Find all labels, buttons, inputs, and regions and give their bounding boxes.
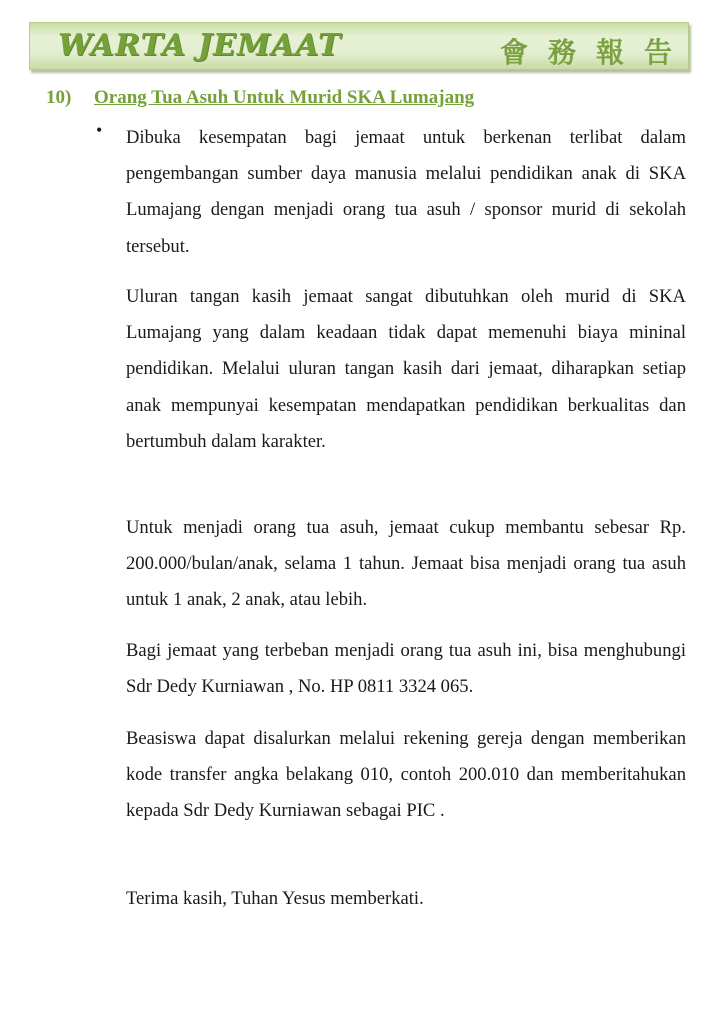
paragraph-contact: Bagi jemaat yang terbeban menjadi orang tua asuh ini, bisa menghubungi Sdr Dedy Kurniawan , No. HP 0811 3324 065. — [126, 640, 686, 698]
paragraph-amount: Untuk menjadi orang tua asuh, jemaat cukup membantu sebesar Rp. 200.000/bulan/anak, selama 1 tahun. Jemaat bisa menjadi orang tua asuh untuk 1 anak, 2 anak, atau lebih. — [126, 517, 686, 611]
section-title: Orang Tua Asuh Untuk Murid SKA Lumajang — [94, 87, 475, 108]
bullet-icon: • — [96, 120, 103, 140]
paragraph-transfer: Beasiswa dapat disalurkan melalui rekening gereja dengan memberikan kode transfer angka belakang 010, contoh 200.010 dan memberitahukan kepada Sdr Dedy Kurniawan sebagai PIC . — [126, 728, 686, 822]
section-heading — [46, 87, 474, 109]
section-number: 10) — [46, 87, 72, 108]
banner-cjk-char: 會 — [500, 36, 529, 69]
paragraph-closing: Terima kasih, Tuhan Yesus memberkati. — [126, 888, 424, 909]
banner-cjk-char: 報 — [596, 36, 625, 69]
paragraph-intro: Dibuka kesempatan bagi jemaat untuk berkenan terlibat dalam pengembangan sumber daya manusia melalui pendidikan anak di SKA Lumajang dengan menjadi orang tua asuh / sponsor murid di sekolah tersebut. — [126, 127, 686, 257]
banner-cjk-char: 務 — [548, 36, 577, 69]
banner-title: WARTA JEMAAT — [58, 28, 342, 63]
paragraph-need: Uluran tangan kasih jemaat sangat dibutuhkan oleh murid di SKA Lumajang yang dalam keadaan tidak dapat memenuhi biaya mininal pendidikan. Melalui uluran tangan kasih dari jemaat, diharapkan setiap anak mempunyai kesempatan mendapatkan pendidikan berkualitas dan bertumbuh dalam karakter. — [126, 286, 686, 452]
banner-cjk-title — [500, 31, 673, 71]
header-banner — [29, 22, 689, 70]
banner-cjk-char: 告 — [644, 36, 673, 69]
